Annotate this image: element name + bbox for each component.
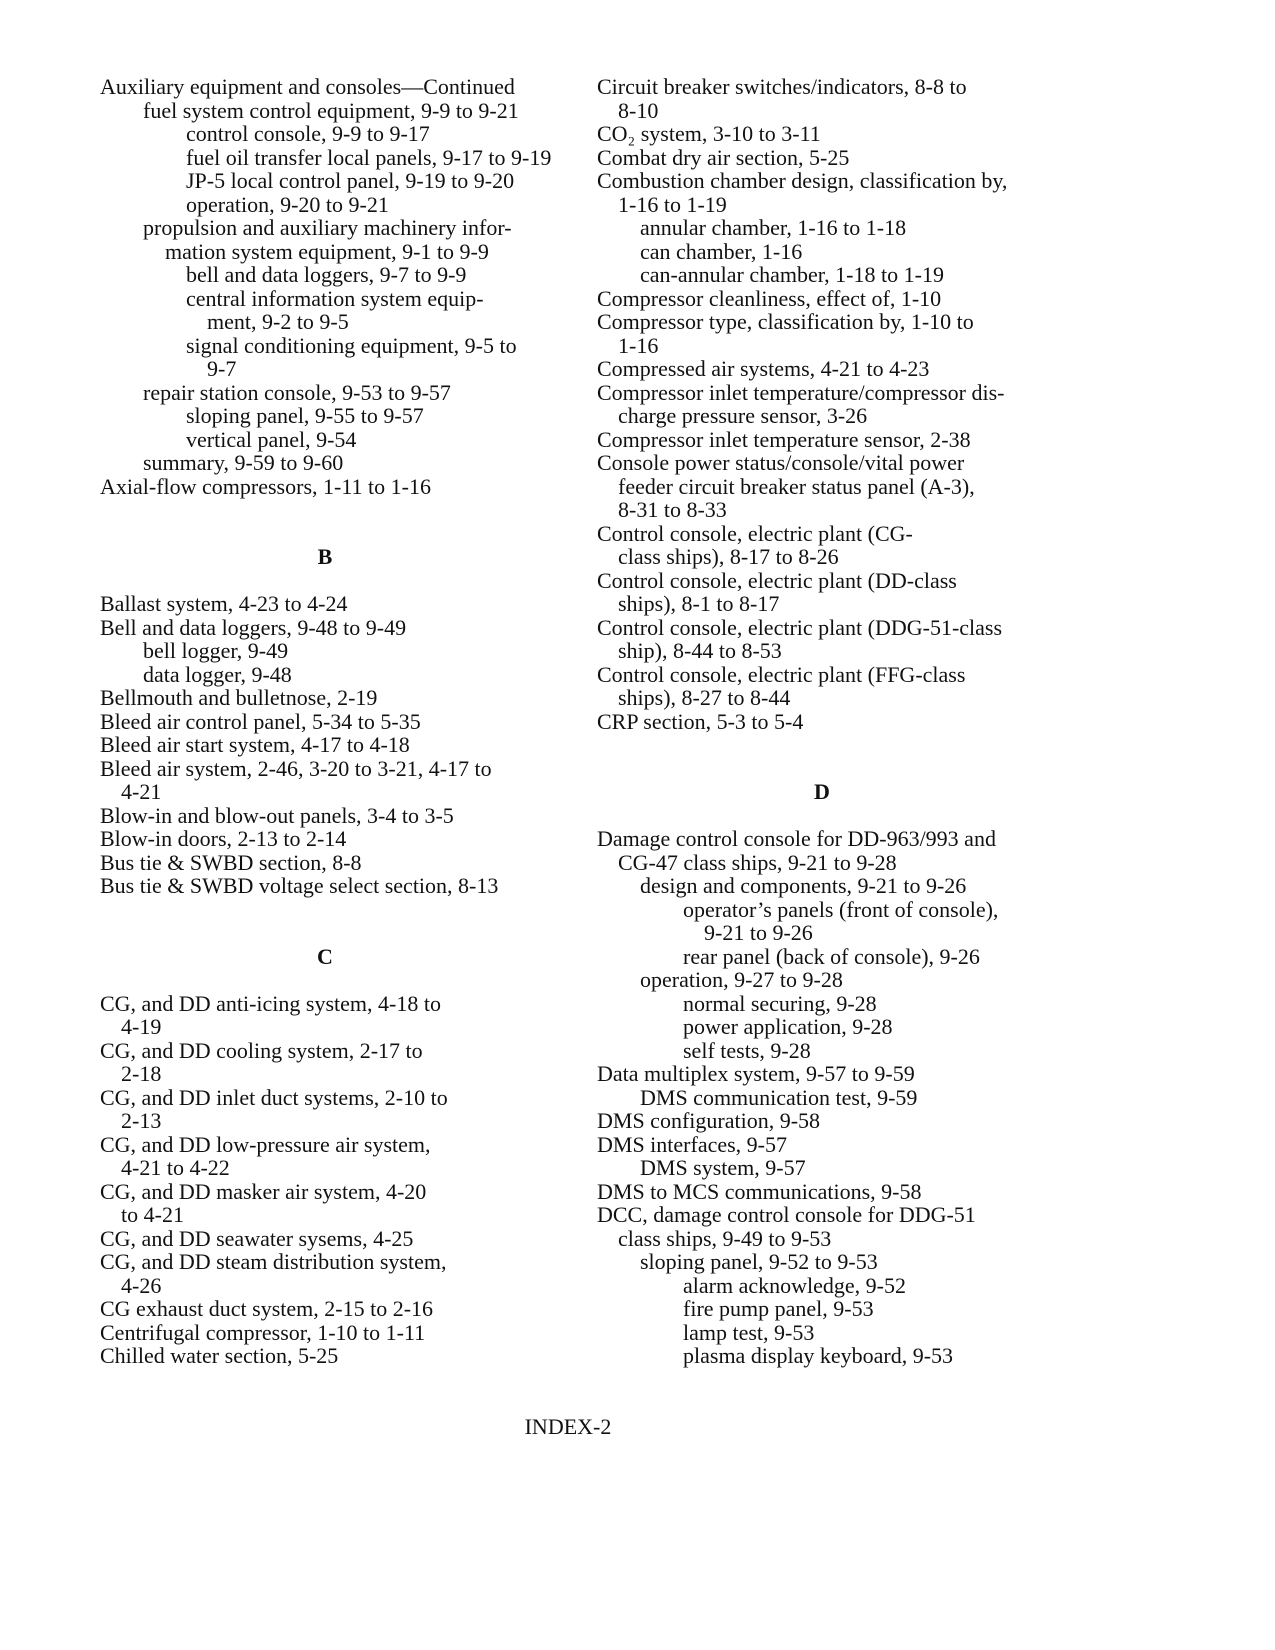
section-letter-heading: C <box>317 943 333 969</box>
index-entry: class ships, 9-49 to 9-53 <box>618 1225 832 1251</box>
index-entry: ship), 8-44 to 8-53 <box>618 638 782 663</box>
index-entry: power application, 9-28 <box>683 1014 893 1039</box>
index-entry: Control console, electric plant (DD-class <box>597 567 957 593</box>
index-entry: 4-21 to 4-22 <box>121 1155 230 1180</box>
index-entry: class ships), 8-17 to 8-26 <box>618 544 839 569</box>
blank-line <box>597 733 1047 757</box>
index-entry: ships), 8-27 to 8-44 <box>618 685 791 710</box>
index-entry: operation, 9-20 to 9-21 <box>186 191 389 217</box>
index-entry: CG, and DD steam distribution system, <box>100 1249 447 1274</box>
index-entry: can chamber, 1-16 <box>640 238 803 264</box>
blank-line <box>100 968 550 992</box>
index-entry: 4-21 <box>121 779 162 804</box>
index-entry: DMS to MCS communications, 9-58 <box>597 1178 922 1204</box>
index-entry: CG-47 class ships, 9-21 to 9-28 <box>618 849 897 875</box>
index-entry: DMS communication test, 9-59 <box>640 1084 918 1110</box>
index-entry: Control console, electric plant (CG- <box>597 520 913 546</box>
blank-line <box>597 757 1047 781</box>
index-entry: CO₂ system, 3-10 to 3-11 <box>597 121 821 146</box>
index-entry: can-annular chamber, 1-18 to 1-19 <box>640 262 944 287</box>
index-entry: Chilled water section, 5-25 <box>100 1343 339 1368</box>
index-entry: mation system equipment, 9-1 to 9-9 <box>165 238 489 264</box>
index-entry: sloping panel, 9-55 to 9-57 <box>186 403 424 428</box>
index-entry: fuel oil transfer local panels, 9-17 to 9-19 <box>186 144 552 170</box>
index-entry: Ballast system, 4-23 to 4-24 <box>100 591 348 616</box>
index-entry: Bellmouth and bulletnose, 2-19 <box>100 685 378 710</box>
index-entry: feeder circuit breaker status panel (A-3), <box>618 473 975 499</box>
index-entry: Compressor inlet temperature sensor, 2-38 <box>597 426 971 452</box>
index-entry: CG exhaust duct system, 2-15 to 2-16 <box>100 1296 434 1321</box>
index-entry: Combat dry air section, 5-25 <box>597 144 850 170</box>
index-entry: 4-19 <box>121 1014 162 1039</box>
index-entry: design and components, 9-21 to 9-26 <box>640 873 967 898</box>
index-entry: to 4-21 <box>121 1202 184 1227</box>
index-entry: Data multiplex system, 9-57 to 9-59 <box>597 1061 915 1086</box>
index-entry: CG, and DD inlet duct systems, 2-10 to <box>100 1084 448 1110</box>
index-entry: control console, 9-9 to 9-17 <box>186 121 430 146</box>
blank-line <box>100 569 550 593</box>
index-entry: Bus tie & SWBD section, 8-8 <box>100 849 362 875</box>
index-entry: ships), 8-1 to 8-17 <box>618 591 780 616</box>
index-entry: central information system equip- <box>186 285 484 311</box>
index-entry: Blow-in and blow-out panels, 3-4 to 3-5 <box>100 802 454 828</box>
index-entry: Bleed air start system, 4-17 to 4-18 <box>100 732 410 757</box>
index-entry: DMS configuration, 9-58 <box>597 1108 821 1133</box>
index-column-right <box>597 75 1047 1368</box>
page-number: INDEX-2 <box>524 1414 612 1439</box>
index-entry: bell logger, 9-49 <box>143 638 289 663</box>
index-entry: Blow-in doors, 2-13 to 2-14 <box>100 826 347 851</box>
index-entry: 1-16 to 1-19 <box>618 191 727 217</box>
index-entry: Control console, electric plant (FFG-class <box>597 661 966 687</box>
index-entry: sloping panel, 9-52 to 9-53 <box>640 1249 878 1274</box>
index-entry: bell and data loggers, 9-7 to 9-9 <box>186 262 467 287</box>
index-entry: 1-16 <box>618 332 659 358</box>
index-entry: Combustion chamber design, classification by, <box>597 168 1008 193</box>
index-entry: lamp test, 9-53 <box>683 1319 815 1345</box>
index-entry: Compressor cleanliness, effect of, 1-10 <box>597 285 942 311</box>
index-entry: Bleed air system, 2-46, 3-20 to 3-21, 4-17 to <box>100 755 492 781</box>
index-entry: summary, 9-59 to 9-60 <box>143 450 344 475</box>
index-entry: annular chamber, 1-16 to 1-18 <box>640 215 907 240</box>
index-entry: Console power status/console/vital power <box>597 450 965 475</box>
index-entry: Bus tie & SWBD voltage select section, 8-13 <box>100 873 499 898</box>
blank-line <box>100 921 550 945</box>
index-entry: normal securing, 9-28 <box>683 990 877 1016</box>
blank-line <box>100 898 550 922</box>
index-entry: ment, 9-2 to 9-5 <box>207 309 349 334</box>
index-entry: Bell and data loggers, 9-48 to 9-49 <box>100 614 407 640</box>
index-entry: 8-10 <box>618 97 659 123</box>
index-entry: 9-21 to 9-26 <box>704 920 813 945</box>
index-entry: rear panel (back of console), 9-26 <box>683 943 980 969</box>
index-entry: repair station console, 9-53 to 9-57 <box>143 379 451 405</box>
index-entry: Centrifugal compressor, 1-10 to 1-11 <box>100 1319 426 1345</box>
index-entry: fuel system control equipment, 9-9 to 9-21 <box>143 97 519 123</box>
index-entry: charge pressure sensor, 3-26 <box>618 403 868 428</box>
index-entry: operator’s panels (front of console), <box>683 896 999 922</box>
index-entry: alarm acknowledge, 9-52 <box>683 1272 906 1298</box>
index-entry: plasma display keyboard, 9-53 <box>683 1343 954 1368</box>
index-entry: Circuit breaker switches/indicators, 8-8 to <box>597 74 967 99</box>
index-entry: 4-26 <box>121 1272 162 1298</box>
section-letter-heading: D <box>814 779 830 804</box>
index-entry: JP-5 local control panel, 9-19 to 9-20 <box>186 168 515 193</box>
index-entry: Auxiliary equipment and consoles—Continued <box>100 74 515 99</box>
index-entry: 8-31 to 8-33 <box>618 497 727 522</box>
index-entry: self tests, 9-28 <box>683 1037 811 1063</box>
blank-line <box>100 522 550 546</box>
index-entry: CG, and DD cooling system, 2-17 to <box>100 1037 423 1063</box>
index-entry: 2-13 <box>121 1108 162 1133</box>
index-entry: CG, and DD anti-icing system, 4-18 to <box>100 990 441 1016</box>
index-entry: DCC, damage control console for DDG-51 <box>597 1202 976 1227</box>
index-entry: DMS system, 9-57 <box>640 1155 806 1180</box>
index-entry: 2-18 <box>121 1061 162 1086</box>
index-entry: operation, 9-27 to 9-28 <box>640 967 843 992</box>
section-letter-heading: B <box>317 544 333 569</box>
index-entry: data logger, 9-48 <box>143 661 292 687</box>
index-entry: Compressor type, classification by, 1-10 to <box>597 309 974 334</box>
index-entry: Damage control console for DD-963/993 and <box>597 826 996 851</box>
index-entry: CRP section, 5-3 to 5-4 <box>597 708 804 734</box>
index-entry: CG, and DD masker air system, 4-20 <box>100 1178 427 1204</box>
blank-line <box>597 804 1047 828</box>
index-entry: Compressor inlet temperature/compressor dis- <box>597 379 1005 405</box>
index-column-left <box>100 75 550 1368</box>
index-entry: signal conditioning equipment, 9-5 to <box>186 332 517 358</box>
index-entry: Control console, electric plant (DDG-51-class <box>597 614 1003 640</box>
index-entry: vertical panel, 9-54 <box>186 426 357 452</box>
index-entry: Compressed air systems, 4-21 to 4-23 <box>597 356 930 381</box>
index-entry: CG, and DD low-pressure air system, <box>100 1131 431 1157</box>
index-entry: 9-7 <box>207 356 237 381</box>
index-entry: Bleed air control panel, 5-34 to 5-35 <box>100 708 421 734</box>
blank-line <box>100 498 550 522</box>
index-entry: propulsion and auxiliary machinery infor- <box>143 215 512 240</box>
index-entry: fire pump panel, 9-53 <box>683 1296 874 1321</box>
index-entry: DMS interfaces, 9-57 <box>597 1131 788 1157</box>
index-entry: CG, and DD seawater sysems, 4-25 <box>100 1225 414 1251</box>
index-entry: Axial-flow compressors, 1-11 to 1-16 <box>100 473 431 499</box>
